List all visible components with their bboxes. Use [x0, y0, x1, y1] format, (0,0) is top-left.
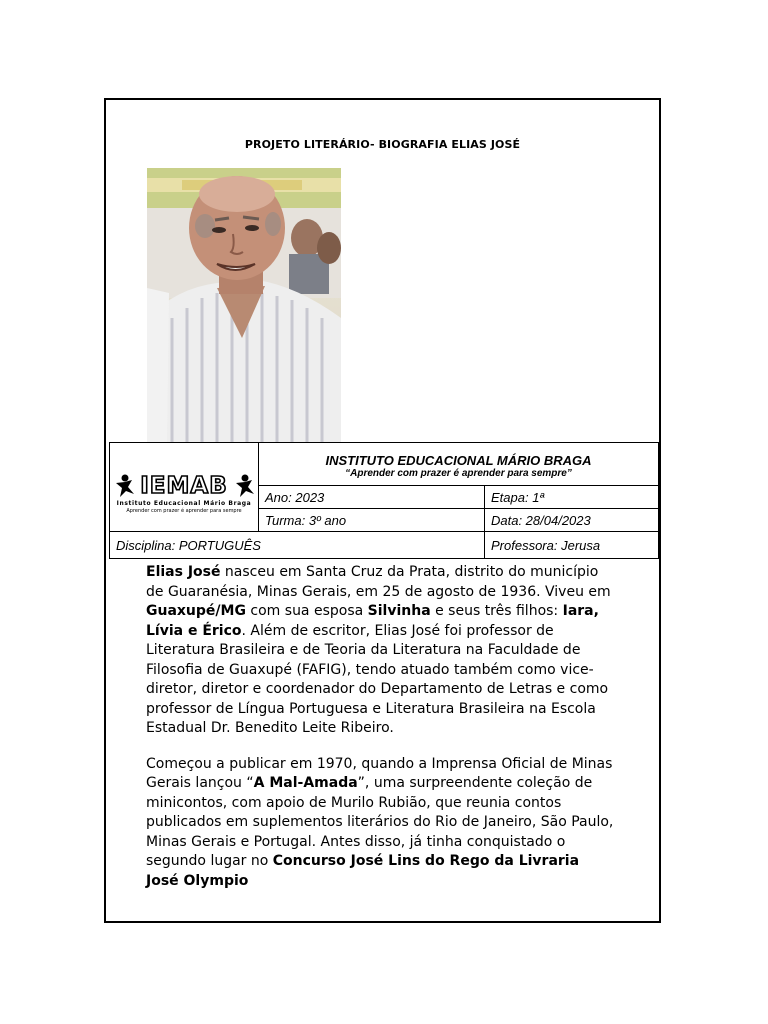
bio-paragraph [146, 563, 616, 739]
bio-text-span: ”, uma surpreendente coleção de minicontos, com apoio de Murilo Rubião, que reunia contos publicados em suplementos literários do Rio de Janeiro, São Paulo, Minas Gerais e Portugal. Antes disso, já tinha conquistado o segundo lugar no [146, 775, 614, 869]
author-photo [147, 168, 341, 442]
bio-book-title: A Mal-Amada [253, 775, 358, 791]
institution-name: INSTITUTO EDUCACIONAL MÁRIO BRAGA [325, 453, 592, 468]
logo-subtitle: Instituto Educacional Mário Braga [116, 500, 252, 507]
institution-motto: “Aprender com prazer é aprender para sempre” [345, 468, 572, 479]
bio-text-span: . Além de escritor, Elias José foi professor de Literatura Brasileira e de Teoria da Literatura na Faculdade de Filosofia de Guaxupé (FAFIG), tendo atuado também como vice-diretor, diretor e coordenador do Departamento de Letras e como professor de Língua Portuguesa e Literatura Brasileira na Escola Estadual Dr. Benedito Leite Ribeiro. [146, 622, 609, 736]
document-title: PROJETO LITERÁRIO- BIOGRAFIA ELIAS JOSÉ [244, 138, 521, 151]
logo-wordmark: IEMAB [140, 473, 228, 499]
iemab-logo [110, 454, 258, 520]
data-field: Data: 28/04/2023 [485, 509, 659, 532]
bio-city: Guaxupé/MG [146, 603, 246, 619]
portrait-photo-icon [147, 168, 341, 442]
bio-paragraph [146, 755, 616, 892]
ano-field: Ano: 2023 [259, 486, 485, 509]
bio-text-span: nasceu em Santa Cruz da Prata, distrito do município de Guaranésia, Minas Gerais, em 25 de agosto de 1936. Viveu em [146, 564, 611, 600]
bio-contest-name: Concurso José Lins do Rego da Livraria José Olympio [146, 853, 580, 889]
institution-cell [259, 443, 659, 486]
star-figure-icon [234, 474, 256, 498]
disciplina-field: Disciplina: PORTUGUÊS [110, 532, 485, 559]
professora-field: Professora: Jerusa [485, 532, 659, 559]
biography-text [146, 563, 616, 907]
bio-text-span: e seus três filhos: [430, 603, 563, 619]
turma-field: Turma: 3º ano [259, 509, 485, 532]
bio-wife-name: Silvinha [367, 603, 431, 619]
logo-motto: Aprender com prazer é aprender para sempre [126, 508, 242, 514]
logo-cell [110, 443, 259, 532]
bio-children-names: Iara, Lívia e Érico [146, 603, 599, 639]
bio-text-span: Começou a publicar em 1970, quando a Imprensa Oficial de Minas Gerais lançou “ [146, 755, 613, 791]
header-table [109, 442, 659, 559]
etapa-field: Etapa: 1ª [485, 486, 659, 509]
bio-text-span: com sua esposa [245, 603, 368, 619]
bio-author-name: Elias José [146, 564, 221, 580]
